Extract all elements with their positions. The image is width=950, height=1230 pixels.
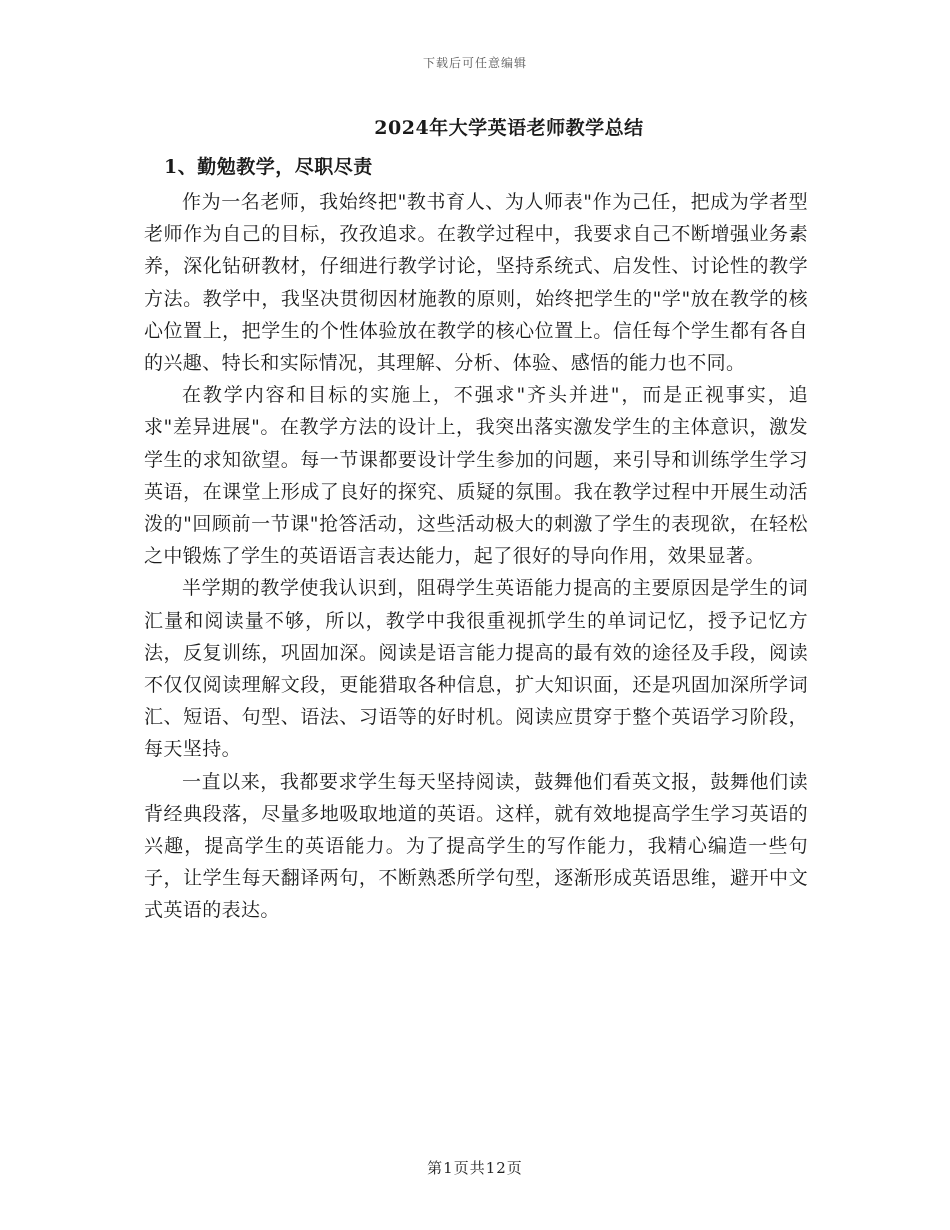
header-note: 下载后可任意编辑 — [422, 56, 527, 70]
document-body — [144, 112, 808, 927]
paragraph-3: 半学期的教学使我认识到，阻碍学生英语能力提高的主要原因是学生的词汇量和阅读量不够，所以，教学中我很重视抓学生的单词记忆，授予记忆方法，反复训练，巩固加深。阅读是语言能力提高的最有效的途径及手段，阅读不仅仅阅读理解文段，更能猎取各种信息，扩大知识面，还是巩固加深所学词汇、短语、句型、语法、习语等的好时机。阅读应贯穿于整个英语学习阶段，每天坚持。 — [144, 577, 808, 761]
section-heading: 1、勤勉教学，尽职尽责 — [164, 156, 373, 178]
paragraph-1: 作为一名老师，我始终把"教书育人、为人师表"作为己任，把成为学者型老师作为自己的目标，孜孜追求。在教学过程中，我要求自己不断增强业务素养，深化钻研教材，仔细进行教学讨论，坚持系统式、启发性、讨论性的教学方法。教学中，我坚决贯彻因材施教的原则，始终把学生的"学"放在教学的核心位置上，把学生的个性体验放在教学的核心位置上。信任每个学生都有各自的兴趣、特长和实际情况，其理解、分析、体验、感悟的能力也不同。 — [144, 191, 808, 375]
page-number: 第1页共12页 — [427, 1159, 523, 1177]
paragraph-2: 在教学内容和目标的实施上，不强求"齐头并进"，而是正视事实，追求"差异进展"。在教学方法的设计上，我突出落实激发学生的主体意识，激发学生的求知欲望。每一节课都要设计学生参加的问题，来引导和训练学生学习英语，在课堂上形成了良好的探究、质疑的氛围。我在教学过程中开展生动活泼的"回顾前一节课"抢答活动，这些活动极大的刺激了学生的表现欲，在轻松之中锻炼了学生的英语语言表达能力，起了很好的导向作用，效果显著。 — [144, 384, 808, 568]
paragraph-4: 一直以来，我都要求学生每天坚持阅读，鼓舞他们看英文报，鼓舞他们读背经典段落，尽量多地吸取地道的英语。这样，就有效地提高学生学习英语的兴趣，提高学生的英语能力。为了提高学生的写作能力，我精心编造一些句子，让学生每天翻译两句，不断熟悉所学句型，逐渐形成英语思维，避开中文式英语的表达。 — [144, 770, 808, 922]
document-title: 2024年大学英语老师教学总结 — [374, 117, 644, 139]
